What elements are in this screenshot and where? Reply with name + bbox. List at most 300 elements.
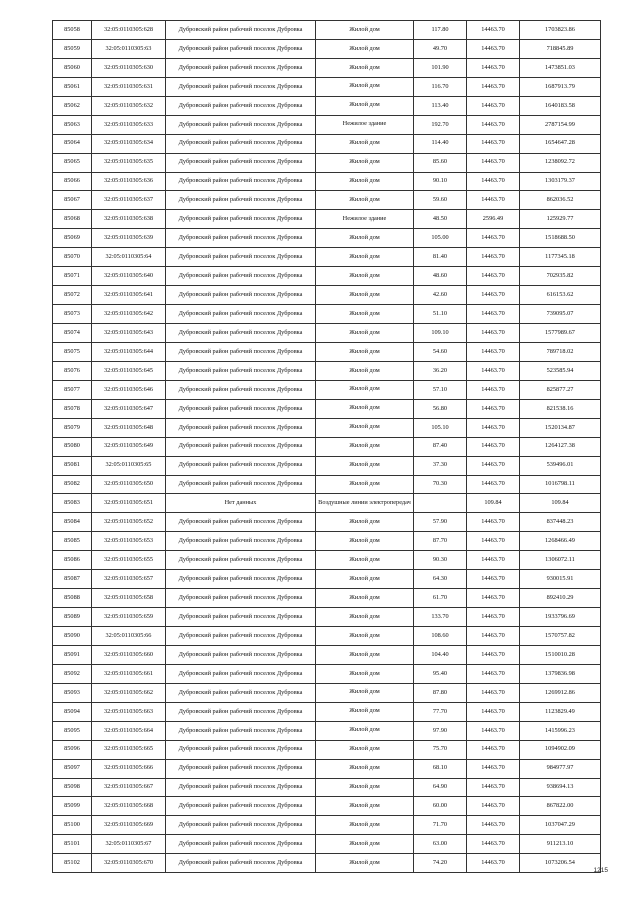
address-cell: Дубровский район рабочий поселок Дубровка: [166, 627, 316, 646]
object-type-cell: Воздушные линии электропередач: [316, 494, 414, 513]
row-number-cell: 85085: [53, 532, 92, 551]
cadastral-value-cell: 702935.82: [520, 267, 601, 286]
table-row: [53, 39, 601, 58]
row-number-cell: 85083: [53, 494, 92, 513]
address-cell: Дубровский район рабочий поселок Дубровка: [166, 664, 316, 683]
specific-value-cell: 14463.70: [467, 191, 520, 210]
area-cell: 105.00: [414, 229, 467, 248]
object-type-cell: Жилой дом: [316, 324, 414, 343]
cadastral-value-cell: 1577989.67: [520, 324, 601, 343]
address-cell: Дубровский район рабочий поселок Дубровка: [166, 835, 316, 854]
specific-value-cell: 14463.70: [467, 77, 520, 96]
address-cell: Дубровский район рабочий поселок Дубровка: [166, 816, 316, 835]
specific-value-cell: 14463.70: [467, 380, 520, 399]
area-cell: 64.30: [414, 570, 467, 589]
object-type-cell: Жилой дом: [316, 286, 414, 305]
row-number-cell: 85059: [53, 39, 92, 58]
cadastral-number-cell: 32:05:0110305:636: [92, 172, 166, 191]
row-number-cell: 85066: [53, 172, 92, 191]
address-cell: Дубровский район рабочий поселок Дубровка: [166, 778, 316, 797]
cadastral-number-cell: 32:05:0110305:637: [92, 191, 166, 210]
specific-value-cell: 14463.70: [467, 115, 520, 134]
row-number-cell: 85086: [53, 551, 92, 570]
row-number-cell: 85088: [53, 589, 92, 608]
object-type-cell: Жилой дом: [316, 229, 414, 248]
specific-value-cell: 14463.70: [467, 96, 520, 115]
address-cell: Дубровский район рабочий поселок Дубровка: [166, 96, 316, 115]
address-cell: Дубровский район рабочий поселок Дубровка: [166, 418, 316, 437]
specific-value-cell: 14463.70: [467, 740, 520, 759]
specific-value-cell: 14463.70: [467, 816, 520, 835]
table-row: [53, 494, 601, 513]
object-type-cell: Жилой дом: [316, 608, 414, 627]
cadastral-value-cell: 1094902.09: [520, 740, 601, 759]
specific-value-cell: 14463.70: [467, 589, 520, 608]
cadastral-number-cell: 32:05:0110305:631: [92, 77, 166, 96]
row-number-cell: 85090: [53, 627, 92, 646]
specific-value-cell: 14463.70: [467, 664, 520, 683]
table-row: [53, 191, 601, 210]
cadastral-number-cell: 32:05:0110305:660: [92, 645, 166, 664]
object-type-cell: Жилой дом: [316, 797, 414, 816]
row-number-cell: 85095: [53, 721, 92, 740]
address-cell: Дубровский район рабочий поселок Дубровка: [166, 608, 316, 627]
row-number-cell: 85060: [53, 58, 92, 77]
address-cell: Дубровский район рабочий поселок Дубровка: [166, 589, 316, 608]
cadastral-value-cell: 1415996.23: [520, 721, 601, 740]
cadastral-value-cell: 1268466.49: [520, 532, 601, 551]
object-type-cell: Нежилое здание: [316, 115, 414, 134]
table-row: [53, 115, 601, 134]
area-cell: 64.90: [414, 778, 467, 797]
page-number: 1215: [593, 867, 608, 874]
table-row: [53, 570, 601, 589]
address-cell: Дубровский район рабочий поселок Дубровка: [166, 551, 316, 570]
row-number-cell: 85089: [53, 608, 92, 627]
object-type-cell: Нежилое здание: [316, 210, 414, 229]
address-cell: Дубровский район рабочий поселок Дубровка: [166, 210, 316, 229]
table-row: [53, 399, 601, 418]
cadastral-number-cell: 32:05:0110305:663: [92, 702, 166, 721]
area-cell: 42.60: [414, 286, 467, 305]
area-cell: 113.40: [414, 96, 467, 115]
cadastral-number-cell: 32:05:0110305:65: [92, 456, 166, 475]
cadastral-value-cell: 1123829.49: [520, 702, 601, 721]
address-cell: Дубровский район рабочий поселок Дубровка: [166, 721, 316, 740]
cadastral-value-cell: 1037047.29: [520, 816, 601, 835]
row-number-cell: 85079: [53, 418, 92, 437]
specific-value-cell: 14463.70: [467, 399, 520, 418]
specific-value-cell: 14463.70: [467, 570, 520, 589]
address-cell: Дубровский район рабочий поселок Дубровка: [166, 248, 316, 267]
area-cell: 49.70: [414, 39, 467, 58]
table-row: [53, 324, 601, 343]
address-cell: Дубровский район рабочий поселок Дубровка: [166, 77, 316, 96]
row-number-cell: 85073: [53, 305, 92, 324]
row-number-cell: 85077: [53, 380, 92, 399]
area-cell: 63.00: [414, 835, 467, 854]
cadastral-value-cell: 892410.29: [520, 589, 601, 608]
cadastral-number-cell: 32:05:0110305:648: [92, 418, 166, 437]
specific-value-cell: 2596.49: [467, 210, 520, 229]
row-number-cell: 85099: [53, 797, 92, 816]
object-type-cell: Жилой дом: [316, 740, 414, 759]
cadastral-value-cell: 1687913.79: [520, 77, 601, 96]
address-cell: Дубровский район рабочий поселок Дубровка: [166, 532, 316, 551]
cadastral-number-cell: 32:05:0110305:667: [92, 778, 166, 797]
row-number-cell: 85100: [53, 816, 92, 835]
table-row: [53, 589, 601, 608]
cadastral-number-cell: 32:05:0110305:649: [92, 437, 166, 456]
address-cell: Дубровский район рабочий поселок Дубровка: [166, 380, 316, 399]
cadastral-value-cell: 1306072.11: [520, 551, 601, 570]
specific-value-cell: 14463.70: [467, 437, 520, 456]
table-row: [53, 229, 601, 248]
cadastral-value-cell: 1238092.72: [520, 153, 601, 172]
area-cell: 60.00: [414, 797, 467, 816]
table-row: [53, 854, 601, 873]
table-row: [53, 210, 601, 229]
table-body: [53, 21, 601, 873]
specific-value-cell: 14463.70: [467, 532, 520, 551]
row-number-cell: 85101: [53, 835, 92, 854]
specific-value-cell: 14463.70: [467, 134, 520, 153]
object-type-cell: Жилой дом: [316, 39, 414, 58]
cadastral-number-cell: 32:05:0110305:633: [92, 115, 166, 134]
object-type-cell: Жилой дом: [316, 854, 414, 873]
table-row: [53, 778, 601, 797]
table-row: [53, 305, 601, 324]
table-row: [53, 437, 601, 456]
cadastral-number-cell: 32:05:0110305:662: [92, 683, 166, 702]
table-row: [53, 683, 601, 702]
cadastral-value-cell: 911213.10: [520, 835, 601, 854]
cadastral-number-cell: 32:05:0110305:650: [92, 475, 166, 494]
area-cell: 37.30: [414, 456, 467, 475]
specific-value-cell: 14463.70: [467, 721, 520, 740]
cadastral-number-cell: 32:05:0110305:666: [92, 759, 166, 778]
table-row: [53, 134, 601, 153]
cadastral-number-cell: 32:05:0110305:640: [92, 267, 166, 286]
table-row: [53, 664, 601, 683]
address-cell: Дубровский район рабочий поселок Дубровка: [166, 134, 316, 153]
cadastral-number-cell: 32:05:0110305:652: [92, 513, 166, 532]
address-cell: Дубровский район рабочий поселок Дубровка: [166, 58, 316, 77]
area-cell: 57.90: [414, 513, 467, 532]
row-number-cell: 85098: [53, 778, 92, 797]
table-row: [53, 286, 601, 305]
address-cell: Дубровский район рабочий поселок Дубровка: [166, 361, 316, 380]
address-cell: Дубровский район рабочий поселок Дубровка: [166, 759, 316, 778]
area-cell: 104.40: [414, 645, 467, 664]
object-type-cell: Жилой дом: [316, 456, 414, 475]
cadastral-number-cell: 32:05:0110305:641: [92, 286, 166, 305]
cadastral-number-cell: 32:05:0110305:655: [92, 551, 166, 570]
address-cell: Дубровский район рабочий поселок Дубровка: [166, 229, 316, 248]
area-cell: 114.40: [414, 134, 467, 153]
object-type-cell: Жилой дом: [316, 267, 414, 286]
cadastral-value-cell: 616153.62: [520, 286, 601, 305]
cadastral-number-cell: 32:05:0110305:63: [92, 39, 166, 58]
row-number-cell: 85102: [53, 854, 92, 873]
address-cell: Дубровский район рабочий поселок Дубровка: [166, 267, 316, 286]
specific-value-cell: 14463.70: [467, 608, 520, 627]
table-row: [53, 721, 601, 740]
specific-value-cell: 14463.70: [467, 324, 520, 343]
specific-value-cell: 14463.70: [467, 286, 520, 305]
area-cell: 90.10: [414, 172, 467, 191]
object-type-cell: Жилой дом: [316, 778, 414, 797]
address-cell: Дубровский район рабочий поселок Дубровка: [166, 645, 316, 664]
cadastral-value-cell: 1073206.54: [520, 854, 601, 873]
cadastral-number-cell: 32:05:0110305:647: [92, 399, 166, 418]
row-number-cell: 85078: [53, 399, 92, 418]
object-type-cell: Жилой дом: [316, 683, 414, 702]
address-cell: Дубровский район рабочий поселок Дубровка: [166, 740, 316, 759]
area-cell: 85.60: [414, 153, 467, 172]
table-row: [53, 835, 601, 854]
specific-value-cell: 14463.70: [467, 456, 520, 475]
table-row: [53, 797, 601, 816]
area-cell: 97.90: [414, 721, 467, 740]
row-number-cell: 85072: [53, 286, 92, 305]
object-type-cell: Жилой дом: [316, 645, 414, 664]
row-number-cell: 85092: [53, 664, 92, 683]
cadastral-number-cell: 32:05:0110305:64: [92, 248, 166, 267]
area-cell: 90.30: [414, 551, 467, 570]
area-cell: [414, 494, 467, 513]
table-row: [53, 77, 601, 96]
address-cell: Дубровский район рабочий поселок Дубровка: [166, 399, 316, 418]
table-row: [53, 532, 601, 551]
object-type-cell: Жилой дом: [316, 551, 414, 570]
table-row: [53, 456, 601, 475]
cadastral-number-cell: 32:05:0110305:646: [92, 380, 166, 399]
object-type-cell: Жилой дом: [316, 721, 414, 740]
cadastral-value-cell: 867822.00: [520, 797, 601, 816]
specific-value-cell: 14463.70: [467, 797, 520, 816]
table-row: [53, 380, 601, 399]
area-cell: 192.70: [414, 115, 467, 134]
table-row: [53, 172, 601, 191]
cadastral-value-cell: 825877.27: [520, 380, 601, 399]
cadastral-number-cell: 32:05:0110305:642: [92, 305, 166, 324]
area-cell: 51.10: [414, 305, 467, 324]
row-number-cell: 85074: [53, 324, 92, 343]
cadastral-value-cell: 837448.23: [520, 513, 601, 532]
table-row: [53, 153, 601, 172]
object-type-cell: Жилой дом: [316, 21, 414, 40]
cadastral-value-cell: 739095.07: [520, 305, 601, 324]
address-cell: Нет данных: [166, 494, 316, 513]
specific-value-cell: 14463.70: [467, 835, 520, 854]
cadastral-number-cell: 32:05:0110305:670: [92, 854, 166, 873]
specific-value-cell: 14463.70: [467, 248, 520, 267]
row-number-cell: 85096: [53, 740, 92, 759]
table-row: [53, 58, 601, 77]
cadastral-number-cell: 32:05:0110305:66: [92, 627, 166, 646]
specific-value-cell: 14463.70: [467, 58, 520, 77]
table-row: [53, 21, 601, 40]
address-cell: Дубровский район рабочий поселок Дубровка: [166, 456, 316, 475]
cadastral-value-cell: 1269912.86: [520, 683, 601, 702]
cadastral-value-cell: 1379836.98: [520, 664, 601, 683]
cadastral-value-cell: 523585.94: [520, 361, 601, 380]
specific-value-cell: 14463.70: [467, 172, 520, 191]
object-type-cell: Жилой дом: [316, 77, 414, 96]
specific-value-cell: 14463.70: [467, 475, 520, 494]
cadastral-value-cell: 1640183.58: [520, 96, 601, 115]
object-type-cell: Жилой дом: [316, 361, 414, 380]
address-cell: Дубровский район рабочий поселок Дубровка: [166, 115, 316, 134]
area-cell: 87.70: [414, 532, 467, 551]
specific-value-cell: 14463.70: [467, 267, 520, 286]
area-cell: 59.60: [414, 191, 467, 210]
area-cell: 57.10: [414, 380, 467, 399]
cadastral-number-cell: 32:05:0110305:658: [92, 589, 166, 608]
object-type-cell: Жилой дом: [316, 58, 414, 77]
row-number-cell: 85080: [53, 437, 92, 456]
area-cell: 108.60: [414, 627, 467, 646]
specific-value-cell: 14463.70: [467, 342, 520, 361]
row-number-cell: 85069: [53, 229, 92, 248]
row-number-cell: 85097: [53, 759, 92, 778]
row-number-cell: 85076: [53, 361, 92, 380]
object-type-cell: Жилой дом: [316, 835, 414, 854]
address-cell: Дубровский район рабочий поселок Дубровка: [166, 702, 316, 721]
row-number-cell: 85091: [53, 645, 92, 664]
address-cell: Дубровский район рабочий поселок Дубровка: [166, 797, 316, 816]
area-cell: 71.70: [414, 816, 467, 835]
area-cell: 81.40: [414, 248, 467, 267]
table-row: [53, 248, 601, 267]
specific-value-cell: 14463.70: [467, 229, 520, 248]
cadastral-value-cell: 1570757.82: [520, 627, 601, 646]
row-number-cell: 85062: [53, 96, 92, 115]
row-number-cell: 85094: [53, 702, 92, 721]
cadastral-value-cell: 1473851.03: [520, 58, 601, 77]
table-row: [53, 627, 601, 646]
area-cell: 105.10: [414, 418, 467, 437]
cadastral-value-cell: 2787154.99: [520, 115, 601, 134]
area-cell: 36.20: [414, 361, 467, 380]
area-cell: 61.70: [414, 589, 467, 608]
cadastral-number-cell: 32:05:0110305:638: [92, 210, 166, 229]
object-type-cell: Жилой дом: [316, 134, 414, 153]
specific-value-cell: 14463.70: [467, 513, 520, 532]
address-cell: Дубровский район рабочий поселок Дубровка: [166, 172, 316, 191]
object-type-cell: Жилой дом: [316, 342, 414, 361]
object-type-cell: Жилой дом: [316, 475, 414, 494]
object-type-cell: Жилой дом: [316, 589, 414, 608]
area-cell: 70.30: [414, 475, 467, 494]
area-cell: 74.20: [414, 854, 467, 873]
area-cell: 87.40: [414, 437, 467, 456]
object-type-cell: Жилой дом: [316, 380, 414, 399]
cadastral-number-cell: 32:05:0110305:67: [92, 835, 166, 854]
area-cell: 56.80: [414, 399, 467, 418]
object-type-cell: Жилой дом: [316, 191, 414, 210]
area-cell: 75.70: [414, 740, 467, 759]
cadastral-value-cell: 984977.97: [520, 759, 601, 778]
cadastral-number-cell: 32:05:0110305:644: [92, 342, 166, 361]
address-cell: Дубровский район рабочий поселок Дубровка: [166, 286, 316, 305]
specific-value-cell: 14463.70: [467, 305, 520, 324]
object-type-cell: Жилой дом: [316, 702, 414, 721]
cadastral-number-cell: 32:05:0110305:664: [92, 721, 166, 740]
specific-value-cell: 14463.70: [467, 153, 520, 172]
row-number-cell: 85093: [53, 683, 92, 702]
address-cell: Дубровский район рабочий поселок Дубровка: [166, 342, 316, 361]
table-row: [53, 645, 601, 664]
specific-value-cell: 14463.70: [467, 361, 520, 380]
row-number-cell: 85087: [53, 570, 92, 589]
object-type-cell: Жилой дом: [316, 664, 414, 683]
address-cell: Дубровский район рабочий поселок Дубровка: [166, 475, 316, 494]
cadastral-value-cell: 1518688.50: [520, 229, 601, 248]
specific-value-cell: 109.84: [467, 494, 520, 513]
area-cell: 54.60: [414, 342, 467, 361]
row-number-cell: 85058: [53, 21, 92, 40]
specific-value-cell: 14463.70: [467, 778, 520, 797]
object-type-cell: Жилой дом: [316, 248, 414, 267]
object-type-cell: Жилой дом: [316, 513, 414, 532]
cadastral-value-cell: 1303179.37: [520, 172, 601, 191]
cadastral-number-cell: 32:05:0110305:653: [92, 532, 166, 551]
specific-value-cell: 14463.70: [467, 21, 520, 40]
row-number-cell: 85084: [53, 513, 92, 532]
cadastral-number-cell: 32:05:0110305:630: [92, 58, 166, 77]
area-cell: 68.10: [414, 759, 467, 778]
area-cell: 101.90: [414, 58, 467, 77]
address-cell: Дубровский район рабочий поселок Дубровка: [166, 513, 316, 532]
cadastral-value-cell: 109.84: [520, 494, 601, 513]
cadastral-number-cell: 32:05:0110305:628: [92, 21, 166, 40]
cadastral-value-cell: 1510010.28: [520, 645, 601, 664]
object-type-cell: Жилой дом: [316, 759, 414, 778]
table-row: [53, 816, 601, 835]
address-cell: Дубровский район рабочий поселок Дубровка: [166, 854, 316, 873]
cadastral-value-cell: 789718.02: [520, 342, 601, 361]
cadastral-number-cell: 32:05:0110305:668: [92, 797, 166, 816]
object-type-cell: Жилой дом: [316, 96, 414, 115]
object-type-cell: Жилой дом: [316, 172, 414, 191]
address-cell: Дубровский район рабочий поселок Дубровка: [166, 191, 316, 210]
area-cell: 48.60: [414, 267, 467, 286]
cadastral-number-cell: 32:05:0110305:651: [92, 494, 166, 513]
object-type-cell: Жилой дом: [316, 399, 414, 418]
address-cell: Дубровский район рабочий поселок Дубровка: [166, 153, 316, 172]
row-number-cell: 85071: [53, 267, 92, 286]
area-cell: 48.50: [414, 210, 467, 229]
specific-value-cell: 14463.70: [467, 683, 520, 702]
table-row: [53, 418, 601, 437]
address-cell: Дубровский район рабочий поселок Дубровка: [166, 683, 316, 702]
cadastral-value-cell: 1933796.69: [520, 608, 601, 627]
cadastral-number-cell: 32:05:0110305:634: [92, 134, 166, 153]
object-type-cell: Жилой дом: [316, 153, 414, 172]
address-cell: Дубровский район рабочий поселок Дубровка: [166, 21, 316, 40]
area-cell: 77.70: [414, 702, 467, 721]
cadastral-value-cell: 125929.77: [520, 210, 601, 229]
address-cell: Дубровский район рабочий поселок Дубровка: [166, 305, 316, 324]
cadastral-number-cell: 32:05:0110305:645: [92, 361, 166, 380]
row-number-cell: 85067: [53, 191, 92, 210]
cadastral-value-cell: 718845.89: [520, 39, 601, 58]
cadastral-number-cell: 32:05:0110305:661: [92, 664, 166, 683]
object-type-cell: Жилой дом: [316, 532, 414, 551]
table-row: [53, 513, 601, 532]
